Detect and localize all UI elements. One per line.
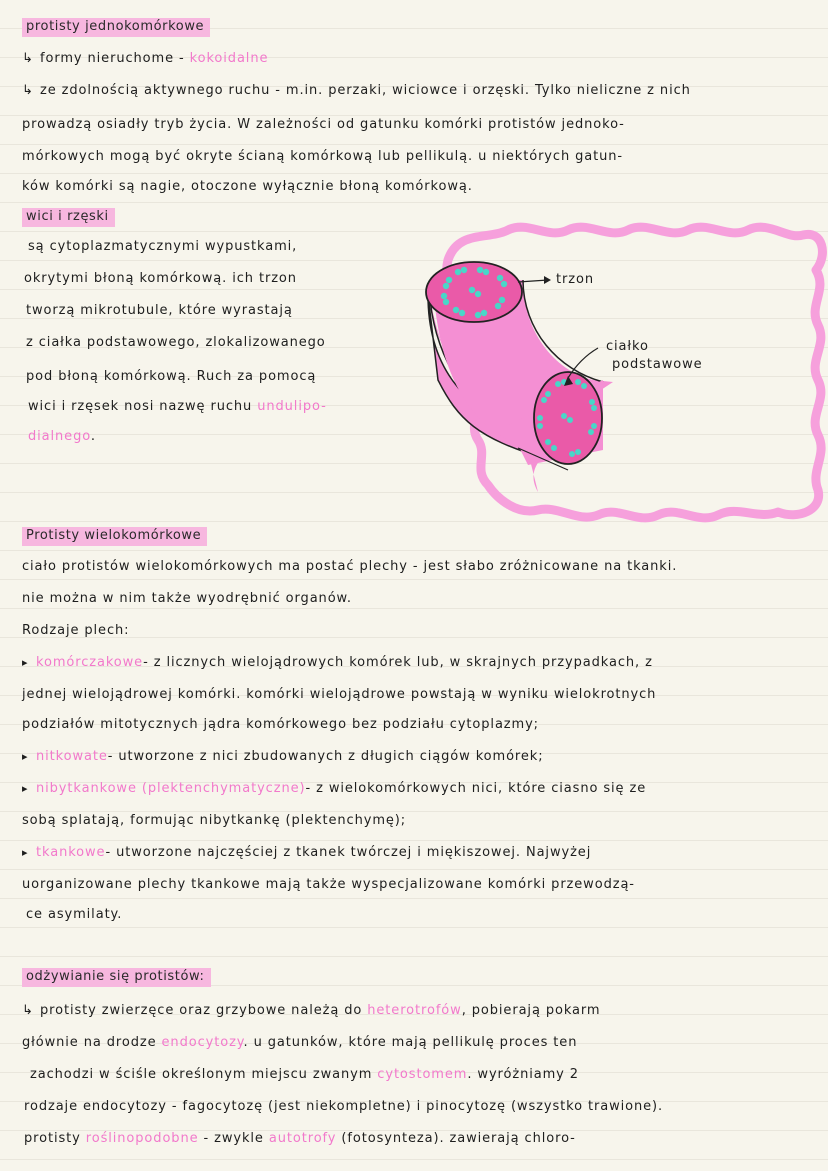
heading-protisty-jednokomorkowe: protisty jednokomórkowe: [22, 18, 210, 37]
text-line: tworzą mikrotubule, które wyrastają: [26, 303, 293, 318]
line-roslinopodobne: protisty roślinopodobne - zwykle autotrofy (fotosynteza). zawierają chloro-: [24, 1131, 576, 1146]
text-line: Rodzaje plech:: [22, 623, 130, 638]
text-line: ce asymilaty.: [26, 907, 123, 922]
arrow-icon: ↳: [22, 51, 34, 66]
arrow-icon: ↳: [22, 83, 34, 98]
label-trzon: trzon: [556, 272, 594, 287]
bullet-komorczakowe: ▸ komórczakowe- z licznych wielojądrowych komórek lub, w skrajnych przypadkach, z: [22, 655, 653, 670]
text-line: są cytoplazmatycznymi wypustkami,: [28, 239, 298, 254]
label-podstawowe: podstawowe: [612, 357, 703, 372]
line-heterotrofy: ↳ protisty zwierzęce oraz grzybowe należą do heterotrofów, pobierają pokarm: [22, 1003, 601, 1018]
text-line: z ciałka podstawowego, zlokalizowanego: [26, 335, 326, 350]
arrow-icon: ↳: [22, 1003, 34, 1018]
bullet-icon: ▸: [22, 656, 29, 669]
text-line: uorganizowane plechy tkankowe mają także wyspecjalizowane komórki przewodzą-: [22, 877, 635, 892]
text-line: jednej wielojądrowej komórki. komórki wielojądrowe powstają w wyniku wielokrotnych: [22, 687, 657, 702]
text-line: prowadzą osiadły tryb życia. W zależności od gatunku komórki protistów jednoko-: [22, 117, 625, 132]
line-endocytoza: głównie na drodze endocytozy. u gatunków, które mają pellikulę proces ten: [22, 1035, 578, 1050]
text-line: okrytymi błoną komórkową. ich trzon: [24, 271, 297, 286]
line-ruch-aktywny: ↳ ze zdolnością aktywnego ruchu - m.in. perzaki, wiciowce i orzęski. Tylko nieliczne z nich: [22, 83, 691, 98]
line-dialnego: dialnego.: [28, 429, 96, 444]
bullet-icon: ▸: [22, 750, 29, 763]
text-line: pod błoną komórkową. Ruch za pomocą: [26, 369, 317, 384]
line-ruch-undulipodialny: wici i rzęsek nosi nazwę ruchu undulipo-: [28, 399, 327, 414]
line-cytostom: zachodzi w ściśle określonym miejscu zwanym cytostomem. wyróżniamy 2: [30, 1067, 579, 1082]
label-cialko: ciałko: [606, 339, 649, 354]
text-line: mórkowych mogą być okryte ścianą komórkową lub pellikulą. u niektórych gatun-: [22, 149, 624, 164]
bullet-nitkowate: ▸ nitkowate- utworzone z nici zbudowanych z długich ciągów komórek;: [22, 749, 544, 764]
text-line: ków komórki są nagie, otoczone wyłącznie błoną komórkową.: [22, 179, 473, 194]
text-line: rodzaje endocytozy - fagocytozę (jest niekompletne) i pinocytozę (wszystko trawione).: [24, 1099, 664, 1114]
heading-protisty-wielokomorkowe: Protisty wielokomórkowe: [22, 527, 207, 546]
text-line: nie można w nim także wyodrębnić organów.: [22, 591, 352, 606]
bullet-icon: ▸: [22, 846, 29, 859]
heading-wici-i-rzeski: wici i rzęski: [22, 208, 115, 227]
bullet-nibytkankowe: ▸ nibytkankowe (plektenchymatyczne)- z wielokomórkowych nici, które ciasno się ze: [22, 781, 647, 796]
text-line: ciało protistów wielokomórkowych ma postać plechy - jest słabo zróżnicowane na tkanki.: [22, 559, 678, 574]
text-line: sobą splatają, formując nibytkankę (plektenchymę);: [22, 813, 407, 828]
line-formy-nieruchome: ↳ formy nieruchome - kokoidalne: [22, 51, 269, 66]
arrow-head-trzon: [544, 276, 551, 284]
text-line: podziałów mitotycznych jądra komórkowego bez podziału cytoplazmy;: [22, 717, 539, 732]
heading-odzywianie: odżywianie się protistów:: [22, 968, 211, 987]
bullet-tkankowe: ▸ tkankowe- utworzone najczęściej z tkanek twórczej i miękiszowej. Najwyżej: [22, 845, 592, 860]
bullet-icon: ▸: [22, 782, 29, 795]
